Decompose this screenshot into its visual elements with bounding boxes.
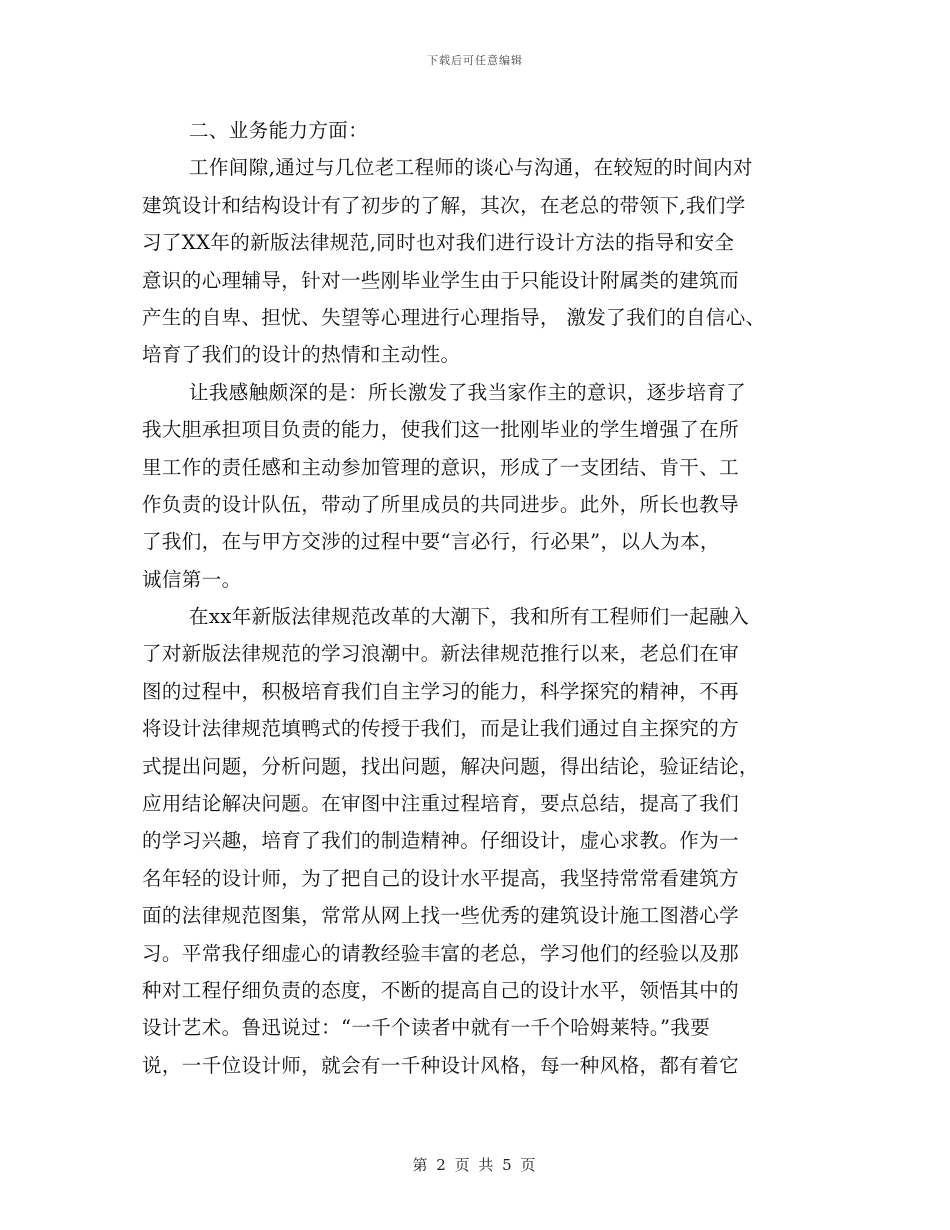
- paragraph-line: 种对工程仔细负责的态度，不断的提高自己的设计水平，领悟其中的: [142, 978, 740, 1002]
- paragraph-line: 将设计法律规范填鸭式的传授于我们，而是让我们通过自主探究的方: [142, 717, 740, 741]
- paragraph-line: 图的过程中，积极培育我们自主学习的能力，科学探究的精神，不再: [142, 679, 740, 703]
- paragraph-line: 培育了我们的设计的热情和主动性。: [142, 343, 461, 367]
- paragraph-line: 产生的自卑、担忧、失望等心理进行心理指导， 激发了我们的自信心、: [142, 305, 766, 329]
- page-header: 下载后可任意编辑: [427, 54, 523, 67]
- paragraph-line: 让我感触颇深的是：所长激发了我当家作主的意识，逐步培育了: [189, 380, 747, 404]
- section-heading: 二、业务能力方面：: [189, 119, 369, 142]
- paragraph-line: 面的法律规范图集，常常从网上找一些优秀的建筑设计施工图潜心学: [142, 904, 740, 928]
- paragraph-line: 应用结论解决问题。在审图中注重过程培育，要点总结，提高了我们: [142, 792, 740, 816]
- paragraph-line: 里工作的责任感和主动参加管理的意识，形成了一支团结、肯干、工: [142, 455, 740, 479]
- paragraph-line: 在xx年新版法律规范改革的大潮下，我和所有工程师们一起融入: [189, 605, 750, 629]
- paragraph-line: 作负责的设计队伍，带动了所里成员的共同进步。此外，所长也教导: [142, 492, 740, 516]
- paragraph-line: 说，一千位设计师，就会有一千种设计风格，每一种风格，都有着它: [142, 1053, 740, 1077]
- paragraph-line: 诚信第一。: [142, 567, 242, 591]
- paragraph-line: 我大胆承担项目负责的能力，使我们这一批刚毕业的学生增强了在所: [142, 418, 740, 442]
- document-body: [142, 112, 822, 1084]
- paragraph-line: 式提出问题，分析问题，找出问题，解决问题，得出结论，验证结论，: [142, 754, 759, 778]
- paragraph-line: 了对新版法律规范的学习浪潮中。新法律规范推行以来，老总们在审: [142, 642, 740, 666]
- paragraph-line: 习了XX年的新版法律规范,同时也对我们进行设计方法的指导和安全: [142, 231, 735, 255]
- paragraph-line: 建筑设计和结构设计有了初步的了解，其次，在老总的带领下,我们学: [142, 193, 746, 217]
- page-footer: 第 2 页 共 5 页: [412, 1156, 538, 1174]
- paragraph-line: 习。平常我仔细虚心的请教经验丰富的老总，学习他们的经验以及那: [142, 941, 740, 965]
- paragraph-line: 工作间隙,通过与几位老工程师的谈心与沟通，在较短的时间内对: [189, 156, 753, 180]
- paragraph-line: 设计艺术。鲁迅说过：“一千个读者中就有一千个哈姆莱特。”我要: [142, 1016, 711, 1040]
- paragraph-line: 的学习兴趣，培育了我们的制造精神。仔细设计，虚心求教。作为一: [142, 829, 740, 853]
- paragraph-line: 意识的心理辅导，针对一些刚毕业学生由于只能设计附属类的建筑而: [142, 268, 740, 292]
- paragraph-line: 名年轻的设计师，为了把自己的设计水平提高，我坚持常常看建筑方: [142, 866, 740, 890]
- paragraph-line: 了我们，在与甲方交涉的过程中要“言必行，行必果”，以人为本，: [142, 530, 720, 554]
